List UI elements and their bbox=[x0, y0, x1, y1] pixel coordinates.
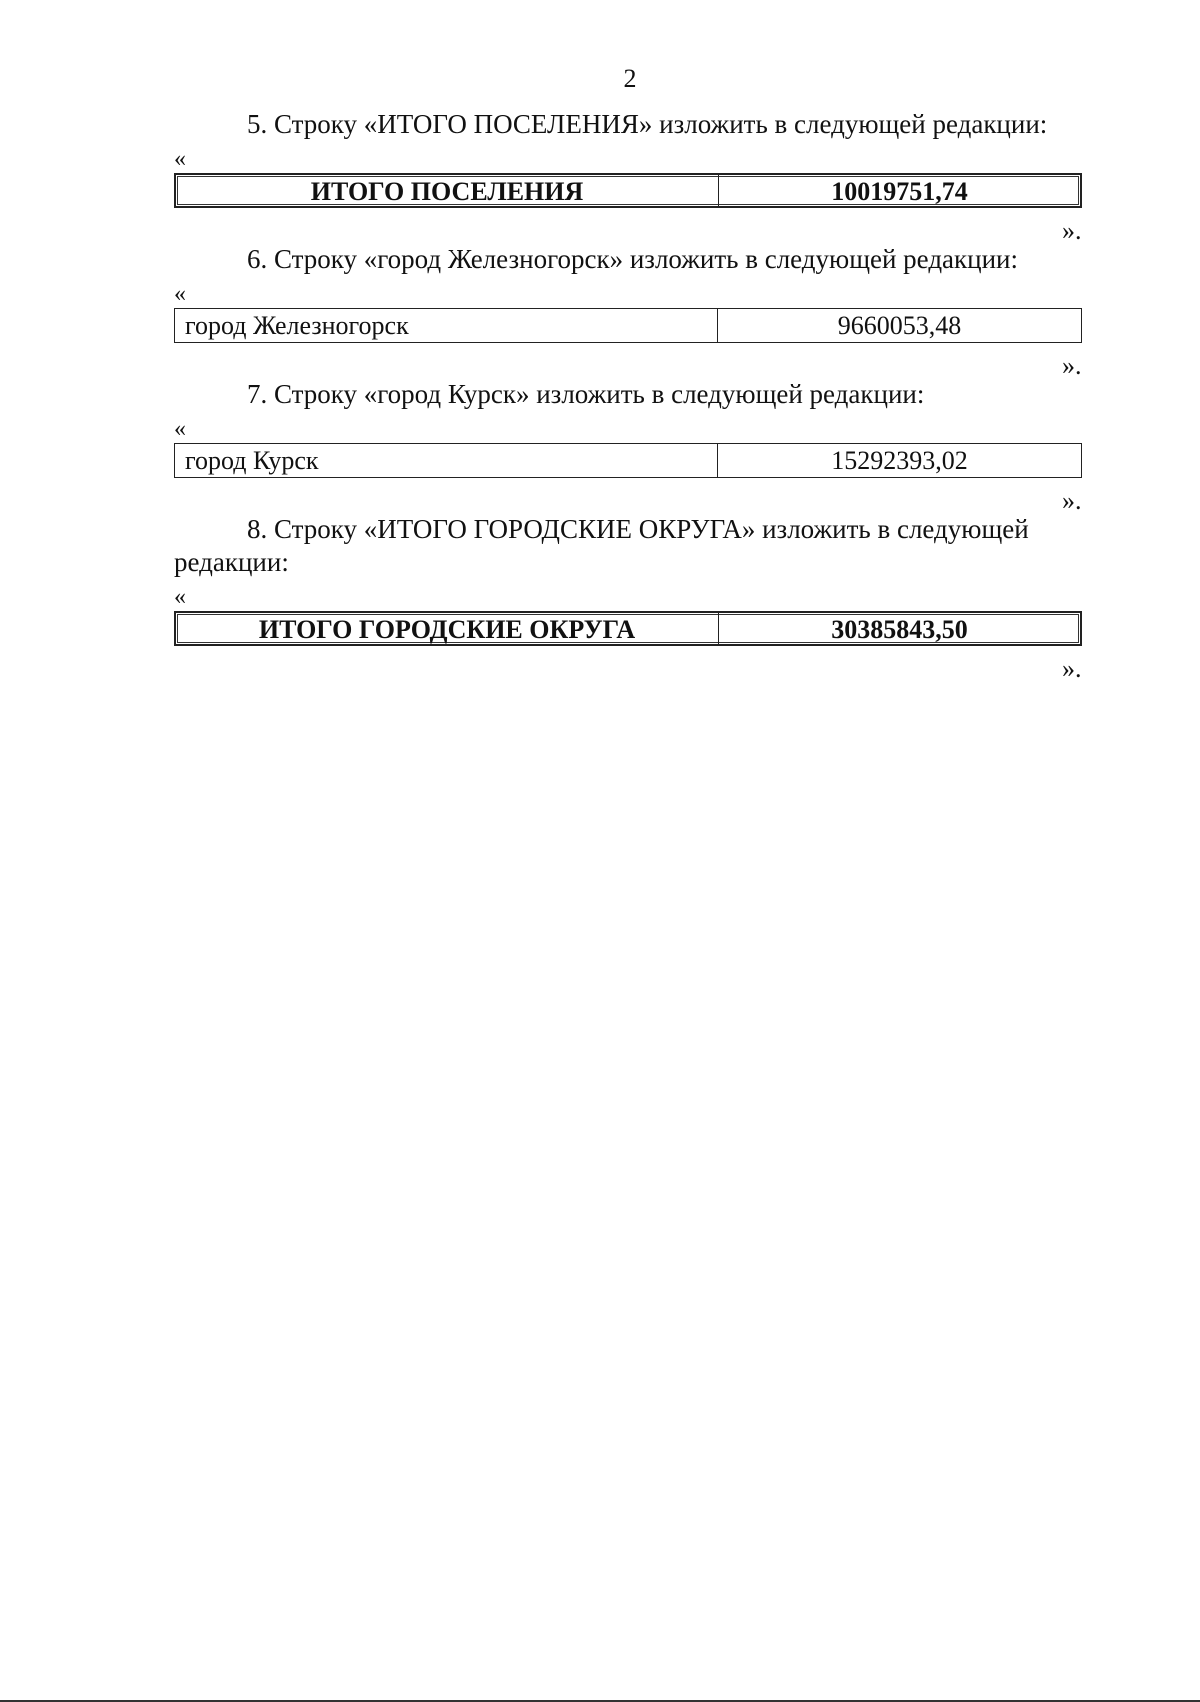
instruction-8: 8. Строку «ИТОГО ГОРОДСКИЕ ОКРУГА» изложить в следующей редакции: bbox=[174, 514, 1029, 577]
instruction-7: 7. Строку «город Курск» изложить в следующей редакции: bbox=[247, 379, 925, 409]
row-name: город Железногорск bbox=[175, 309, 718, 342]
row-value: 30385843,50 bbox=[831, 615, 968, 644]
row-value: 15292393,02 bbox=[831, 446, 968, 475]
closing-quote-7: ». bbox=[1062, 486, 1082, 515]
closing-quote-6: ». bbox=[1062, 351, 1082, 380]
opening-quote-5: « bbox=[174, 146, 186, 172]
instruction-5: 5. Строку «ИТОГО ПОСЕЛЕНИЯ» изложить в следующей редакции: bbox=[247, 109, 1048, 139]
table-row-kursk bbox=[174, 443, 1082, 478]
opening-quote-8: « bbox=[174, 584, 186, 610]
row-name: ИТОГО ПОСЕЛЕНИЯ bbox=[176, 175, 719, 206]
opening-quote-6: « bbox=[174, 281, 186, 307]
row-value: 9660053,48 bbox=[837, 311, 962, 340]
closing-quote-8: ». bbox=[1062, 654, 1082, 683]
table-row-zheleznogorsk bbox=[174, 308, 1082, 343]
row-name: город Курск bbox=[175, 444, 718, 477]
row-value: 10019751,74 bbox=[831, 177, 968, 206]
table-row-total-settlements bbox=[174, 173, 1082, 208]
row-name: ИТОГО ГОРОДСКИЕ ОКРУГА bbox=[176, 613, 719, 644]
opening-quote-7: « bbox=[174, 416, 186, 442]
table-row-total-urban-districts bbox=[174, 611, 1082, 646]
page-number: 2 bbox=[623, 64, 637, 93]
closing-quote-5: ». bbox=[1062, 216, 1082, 245]
instruction-6: 6. Строку «город Железногорск» изложить в следующей редакции: bbox=[247, 244, 1019, 274]
